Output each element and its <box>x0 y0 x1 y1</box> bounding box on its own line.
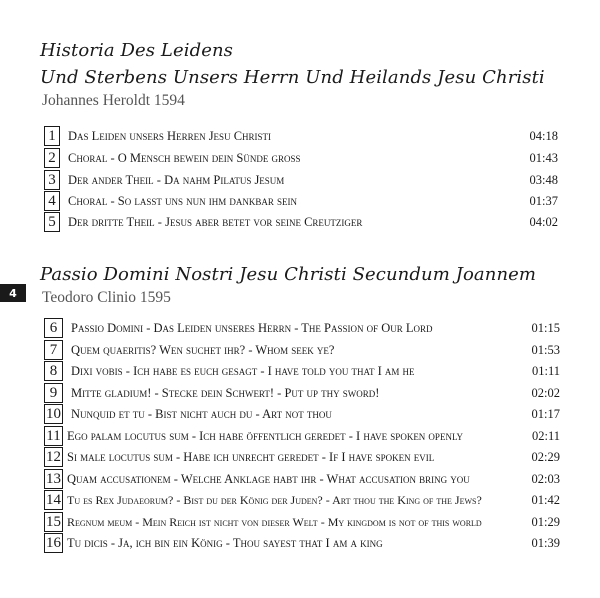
section2-composer: Teodoro Clinio 1595 <box>42 289 171 306</box>
track-duration: 02:29 <box>531 450 560 464</box>
track-duration: 01:43 <box>529 151 558 165</box>
track-title: Regnum meum - Mein Reich ist nicht von dieser Welt - My kingdom is not of this world <box>67 514 482 529</box>
track-number: 13 <box>46 471 61 487</box>
track-title: Nunquid et tu - Bist nicht auch du - Art not thou <box>71 406 332 421</box>
track-row <box>44 318 433 338</box>
track-title: Tu dicis - Ja, ich bin ein König - Thou sayest that I am a king <box>67 535 383 550</box>
track-number: 9 <box>44 383 63 403</box>
track-duration: 01:53 <box>531 343 560 357</box>
track-row <box>44 361 415 381</box>
track-title: Passio Domini - Das Leiden unseres Herrn - The Passion of Our Lord <box>71 320 433 335</box>
track-number: 10 <box>46 406 61 422</box>
track-number: 8 <box>44 361 63 381</box>
track-title: Si male locutus sum - Habe ich unrecht geredet - If I have spoken evil <box>67 449 435 464</box>
track-row <box>44 426 463 446</box>
track-title: Quam accusationem - Welche Anklage habt ihr - What accusation bring you <box>67 471 470 486</box>
section2-title: Passio Domini Nostri Jesu Christi Secundum Joannem <box>40 264 537 285</box>
track-duration: 04:02 <box>529 215 558 229</box>
track-number: 15 <box>46 514 61 530</box>
track-row <box>44 148 300 168</box>
track-number: 16 <box>46 535 61 551</box>
track-duration: 04:18 <box>529 129 558 143</box>
track-row <box>44 170 284 190</box>
track-duration: 01:17 <box>531 407 560 421</box>
track-row <box>44 469 470 489</box>
track-duration: 01:11 <box>531 364 560 378</box>
track-row <box>44 126 271 146</box>
track-row <box>44 340 334 360</box>
track-title: Quem quaeritis? Wen suchet ihr? - Whom seek ye? <box>71 342 335 357</box>
track-title: Tu es Rex Judaeorum? - Bist du der König der Juden? - Art thou the King of the Jews? <box>67 492 482 507</box>
track-row <box>44 512 482 532</box>
track-title: Choral - So lasst uns nun ihm dankbar sein <box>68 193 297 208</box>
track-duration: 02:02 <box>531 386 560 400</box>
track-row <box>44 191 297 211</box>
track-row <box>44 212 362 232</box>
track-number: 6 <box>44 318 63 338</box>
track-duration: 01:39 <box>531 536 560 550</box>
track-title: Dixi vobis - Ich habe es euch gesagt - I have told you that I am he <box>71 363 415 378</box>
track-title: Mitte gladium! - Stecke dein Schwert! - Put up thy sword! <box>71 385 380 400</box>
track-number: 5 <box>44 212 60 232</box>
section1-title-line1: Historia Des Leidens <box>40 40 233 61</box>
track-number: 11 <box>44 426 63 446</box>
track-title: Choral - O Mensch bewein dein Sünde gross <box>68 150 301 165</box>
track-number: 14 <box>46 492 61 508</box>
track-row <box>44 533 383 553</box>
track-row <box>44 404 332 424</box>
track-duration: 01:29 <box>531 515 560 529</box>
track-duration: 02:03 <box>531 472 560 486</box>
track-duration: 01:42 <box>531 493 560 507</box>
track-title: Das Leiden unsers Herren Jesu Christi <box>68 128 272 143</box>
track-row <box>44 490 482 510</box>
section1-title-line2: Und Sterbens Unsers Herrn Und Heilands Jesu Christi <box>40 67 545 88</box>
track-number: 12 <box>46 449 61 465</box>
track-row <box>44 447 434 467</box>
page-number-badge: 4 <box>0 284 26 302</box>
section1-composer: Johannes Heroldt 1594 <box>42 92 185 109</box>
track-title: Der ander Theil - Da nahm Pilatus Jesum <box>68 172 285 187</box>
track-title: Ego palam locutus sum - Ich habe öffentlich geredet - I have spoken openly <box>67 428 464 443</box>
track-number: 2 <box>44 148 60 168</box>
track-title: Der dritte Theil - Jesus aber betet vor seine Creutziger <box>68 214 363 229</box>
track-number: 3 <box>44 170 60 190</box>
track-duration: 02:11 <box>531 429 560 443</box>
track-duration: 01:37 <box>529 194 558 208</box>
track-number: 7 <box>44 340 63 360</box>
track-duration: 01:15 <box>531 321 560 335</box>
track-row <box>44 383 379 403</box>
track-number: 1 <box>44 126 60 146</box>
track-duration: 03:48 <box>529 173 558 187</box>
track-number: 4 <box>44 191 60 211</box>
